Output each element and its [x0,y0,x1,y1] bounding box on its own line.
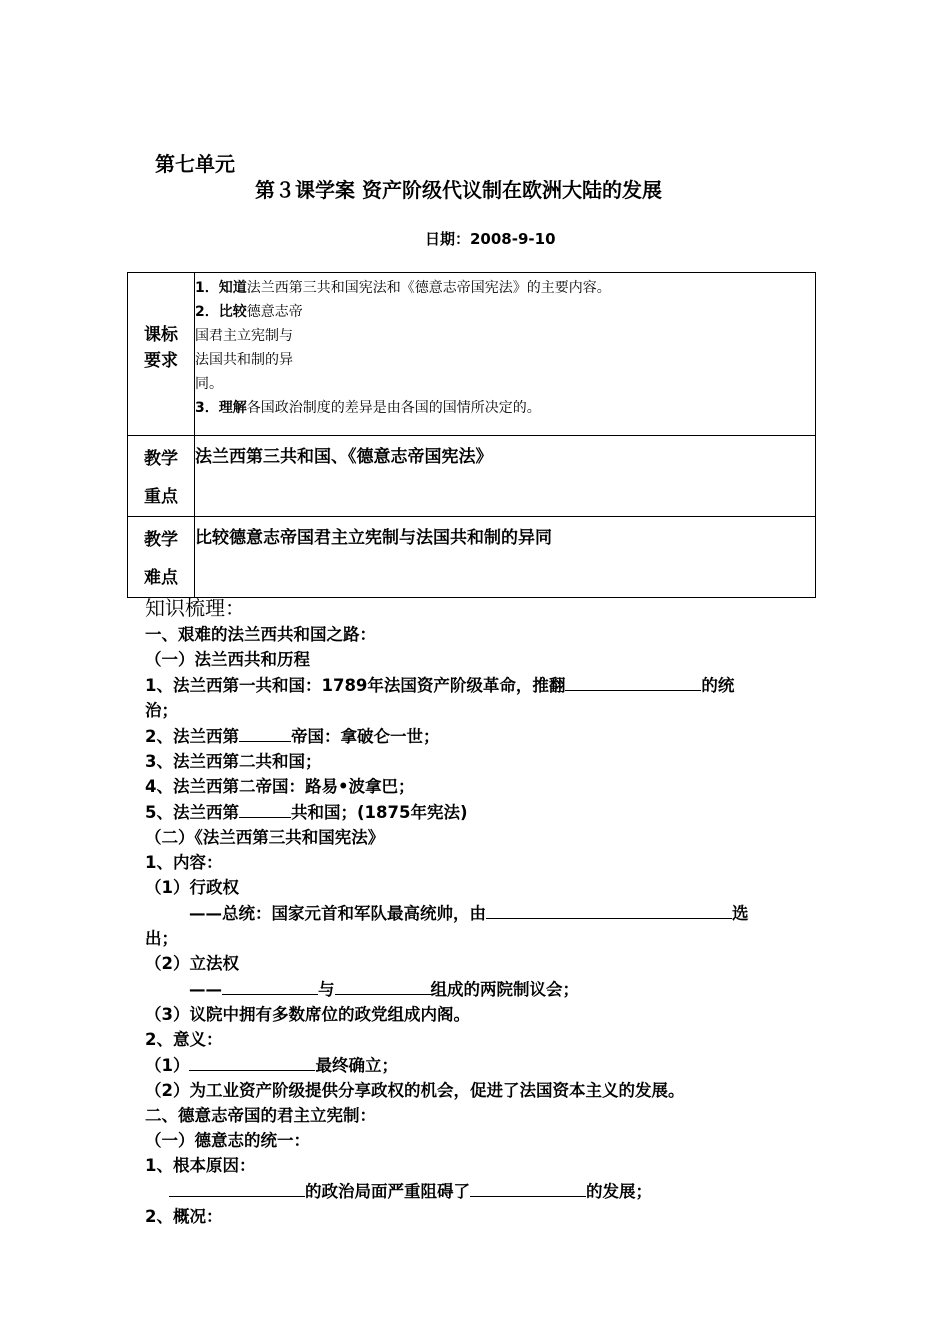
outline-line: 2、意义： [145,1030,223,1049]
fill-blank[interactable] [189,1052,315,1071]
outline-line: 4、法兰西第二帝国：路易•波拿巴； [145,777,415,796]
key-points-text: 法兰西第三共和国、《德意志帝国宪法》 [195,447,493,467]
section-heading: 一、艰难的法兰西共和国之路： [145,625,376,644]
outline-line: 5、法兰西第 共和国；(1875年宪法) [145,799,825,825]
subsection-heading: （二）《法兰西第三共和国宪法》 [145,828,385,847]
section-heading: 二、德意志帝国的君主立宪制： [145,1106,376,1125]
head-line: 要求 [144,351,178,371]
table-row-requirements [128,273,816,436]
head-line: 教学 [144,449,178,469]
page-title: 第３课学案 资产阶级代议制在欧洲大陆的发展 [255,178,662,202]
requirement-item-cont: 法国共和制的异 [195,352,293,368]
table-row-difficult-points [128,517,816,598]
outline-line: 2、法兰西第 帝国：拿破仑一世； [145,723,825,749]
fill-blank[interactable] [239,799,291,818]
outline-line: 1、法兰西第一共和国：1789年法国资产阶级革命，推翻 的统 [145,672,825,698]
fill-blank[interactable] [335,976,431,995]
requirements-head [128,273,195,436]
fill-blank[interactable] [239,723,291,742]
requirement-item-cont: 国君主立宪制与 [195,328,293,344]
key-points-body [195,436,816,517]
outline-line: （1）行政权 [145,878,239,897]
difficult-points-text: 比较德意志帝国君主立宪制与法国共和制的异同 [195,528,552,548]
requirement-item: 1．知道法兰西第三共和国宪法和《德意志帝国宪法》的主要内容。 [195,280,611,296]
subsection-heading: （一）法兰西共和历程 [145,650,310,669]
requirement-item: 3．理解各国政治制度的差异是由各国的国情所决定的。 [195,400,541,416]
requirement-item: 2．比较德意志帝 [195,304,303,320]
date-label: 日期：2008-9-10 [425,230,556,248]
requirements-body [195,273,816,436]
outline-line: —— 与 组成的两院制议会； [145,976,825,1002]
fill-blank[interactable] [565,672,701,691]
head-line: 课标 [144,325,178,345]
subsection-heading: （一）德意志的统一： [145,1131,310,1150]
outline-line: （1） 最终确立； [145,1052,825,1078]
outline-line: 的政治局面严重阻碍了 的发展； [145,1178,825,1204]
difficult-points-body [195,517,816,598]
head-line: 教学 [144,530,178,550]
lesson-info-table [127,272,816,598]
head-line: 重点 [144,487,178,507]
outline-line: （2）立法权 [145,954,239,973]
outline-line: 2、概况： [145,1207,223,1226]
requirement-item-cont: 同。 [195,376,223,392]
outline-line: ——总统：国家元首和军队最高统帅，由 选 [145,900,825,926]
outline-line: 出； [145,929,178,948]
fill-blank[interactable] [169,1178,305,1197]
fill-blank[interactable] [470,1178,586,1197]
outline-line: 3、法兰西第二共和国； [145,752,322,771]
key-points-head [128,436,195,517]
head-line: 难点 [144,568,178,588]
outline-line: 1、内容： [145,853,223,872]
fill-blank[interactable] [486,900,732,919]
table-row-key-points [128,436,816,517]
outline-line: 治； [145,701,178,720]
outline-line: （2）为工业资产阶级提供分享政权的机会，促进了法国资本主义的发展。 [145,1081,685,1100]
unit-label: 第七单元 [155,152,235,176]
outline-line: （3）议院中拥有多数席位的政党组成内阁。 [145,1005,470,1024]
outline-line: 1、根本原因： [145,1156,256,1175]
outline-heading: 知识梳理： [145,596,245,620]
knowledge-outline [145,594,825,1229]
fill-blank[interactable] [222,976,318,995]
difficult-points-head [128,517,195,598]
